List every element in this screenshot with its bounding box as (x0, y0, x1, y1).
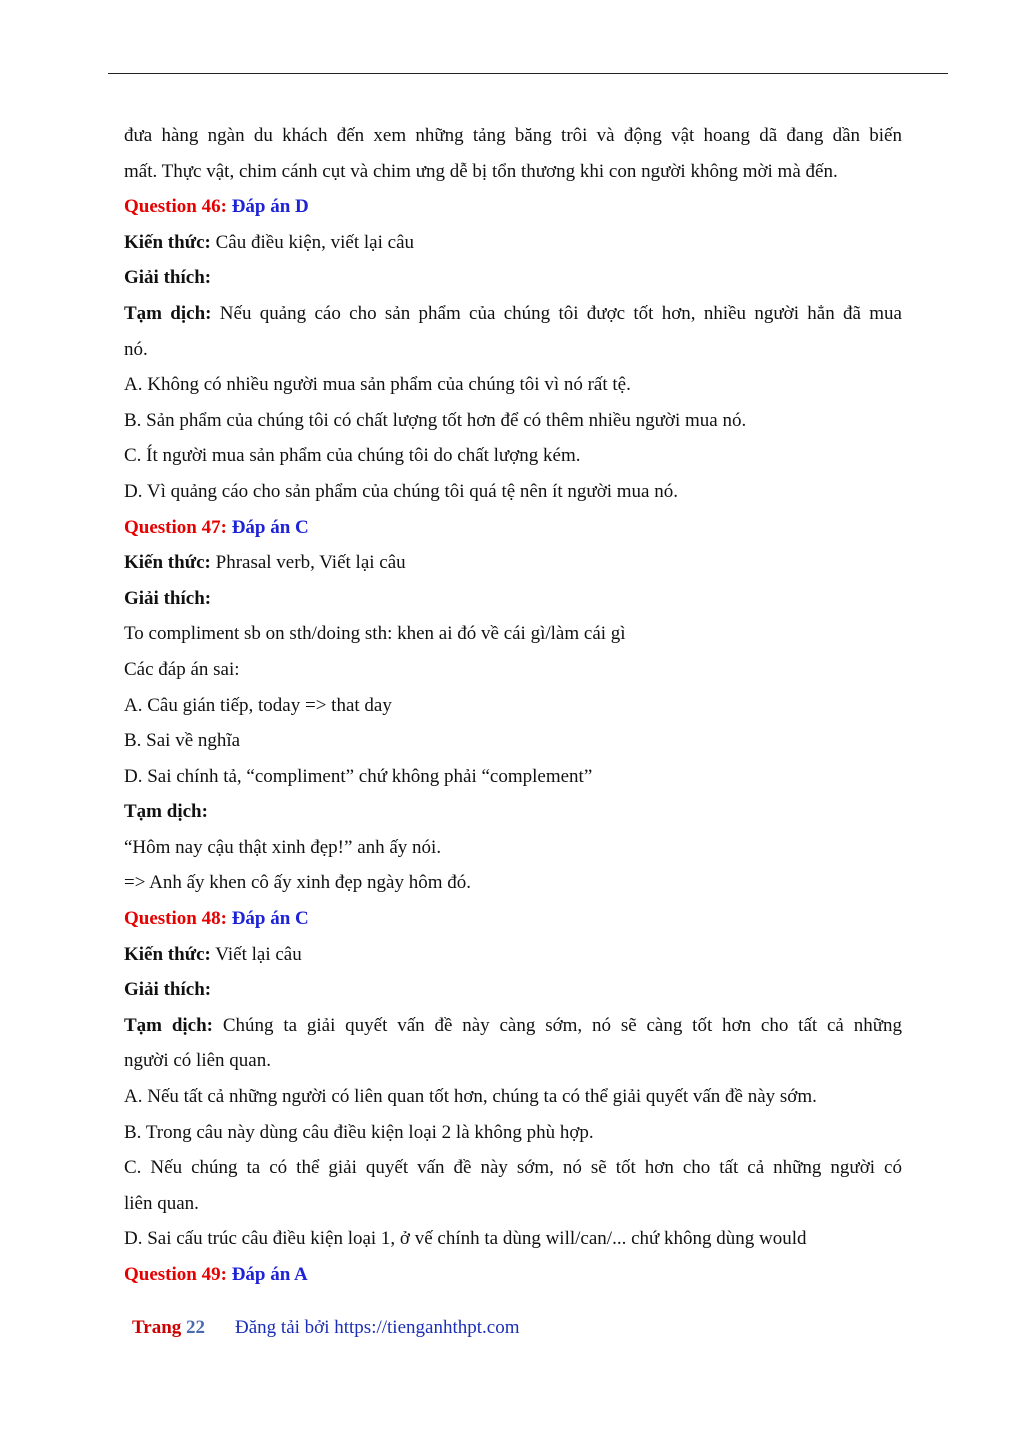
q47-option-d: D. Sai chính tả, “compliment” chứ không phải “complement” (124, 765, 593, 787)
document-body (124, 118, 902, 1293)
page-number: 22 (186, 1317, 206, 1338)
q47-line-2: Các đáp án sai: (124, 658, 240, 680)
answer-label: Đáp án A (231, 1264, 308, 1285)
q46-option-b: B. Sản phẩm của chúng tôi có chất lượng tốt hơn để có thêm nhiều người mua nó. (124, 409, 747, 431)
intro-line-1: đưa hàng ngàn du khách đến xem những tảng băng trôi và động vật hoang dã đang dần biến (124, 125, 902, 146)
knowledge-text: Phrasal verb, Viết lại câu (210, 552, 406, 574)
q48-option-b: B. Trong câu này dùng câu điều kiện loại 2 là không phù hợp. (124, 1121, 594, 1143)
q46-option-d: D. Vì quảng cáo cho sản phẩm của chúng tôi quá tệ nên ít người mua nó. (124, 480, 678, 502)
q47-translation-label: Tạm dịch: (124, 801, 208, 823)
question-label: Question 46: (124, 196, 232, 218)
q46-option-a: A. Không có nhiều người mua sản phẩm của chúng tôi vì nó rất tệ. (124, 374, 631, 396)
q46-explanation-label: Giải thích: (124, 267, 212, 289)
translation-label: Tạm dịch: (124, 1014, 213, 1036)
q47-heading (124, 510, 902, 546)
intro-line-2: mất. Thực vật, chim cánh cụt và chim ưng dễ bị tổn thương khi con người không mời mà đến. (124, 160, 838, 182)
q47-option-a: A. Câu gián tiếp, today => that day (124, 694, 392, 716)
q48-option-d: D. Sai cấu trúc câu điều kiện loại 1, ở vế chính ta dùng will/can/... chứ không dùng would (124, 1228, 807, 1250)
knowledge-text: Câu điều kiện, viết lại câu (210, 231, 415, 253)
q48-knowledge (124, 937, 902, 973)
q48-translation (124, 1008, 902, 1044)
uploaded-by-link[interactable]: Đăng tải bởi https://tienganhthpt.com (235, 1317, 520, 1338)
translation-text: Chúng ta giải quyết vấn đề này càng sớm, nó sẽ càng tốt hơn cho tất cả những (213, 1014, 902, 1036)
knowledge-text: Viết lại câu (210, 943, 302, 965)
question-label: Question 48: (124, 908, 232, 930)
q49-heading (124, 1257, 902, 1293)
q48-translation-cont: người có liên quan. (124, 1050, 271, 1072)
q47-translation-1: “Hôm nay cậu thật xinh đẹp!” anh ấy nói. (124, 836, 442, 858)
q47-knowledge (124, 545, 902, 581)
knowledge-label: Kiến thức: (124, 943, 211, 965)
q47-line-1: To compliment sb on sth/doing sth: khen ai đó về cái gì/làm cái gì (124, 623, 626, 645)
knowledge-label: Kiến thức: (124, 231, 211, 253)
answer-label: Đáp án D (231, 196, 309, 218)
question-label: Question 47: (124, 516, 232, 538)
q46-translation-cont: nó. (124, 338, 148, 360)
q47-option-b: B. Sai về nghĩa (124, 730, 241, 752)
q46-option-c: C. Ít người mua sản phẩm của chúng tôi do chất lượng kém. (124, 445, 581, 467)
question-label: Question 49: (124, 1264, 232, 1285)
translation-text: Nếu quảng cáo cho sản phẩm của chúng tôi được tốt hơn, nhiều người hẳn đã mua (211, 302, 902, 324)
q48-option-a: A. Nếu tất cả những người có liên quan tốt hơn, chúng ta có thể giải quyết vấn đề này sớm. (124, 1086, 817, 1108)
q47-explanation-label: Giải thích: (124, 587, 212, 609)
q46-translation (124, 296, 902, 332)
header-rule (108, 73, 948, 74)
translation-label: Tạm dịch: (124, 302, 212, 324)
page-footer (132, 1314, 519, 1342)
q48-option-c-cont: liên quan. (124, 1192, 199, 1214)
q47-translation-2: => Anh ấy khen cô ấy xinh đẹp ngày hôm đó. (124, 872, 472, 894)
q48-heading (124, 901, 902, 937)
answer-label: Đáp án C (231, 908, 309, 930)
q48-option-c: C. Nếu chúng ta có thể giải quyết vấn đề này sớm, nó sẽ tốt hơn cho tất cả những người có (124, 1157, 902, 1179)
answer-label: Đáp án C (231, 516, 309, 538)
page-label: Trang (132, 1317, 187, 1338)
q46-knowledge (124, 225, 902, 261)
q48-explanation-label: Giải thích: (124, 979, 212, 1001)
knowledge-label: Kiến thức: (124, 552, 211, 574)
q46-heading (124, 189, 902, 225)
